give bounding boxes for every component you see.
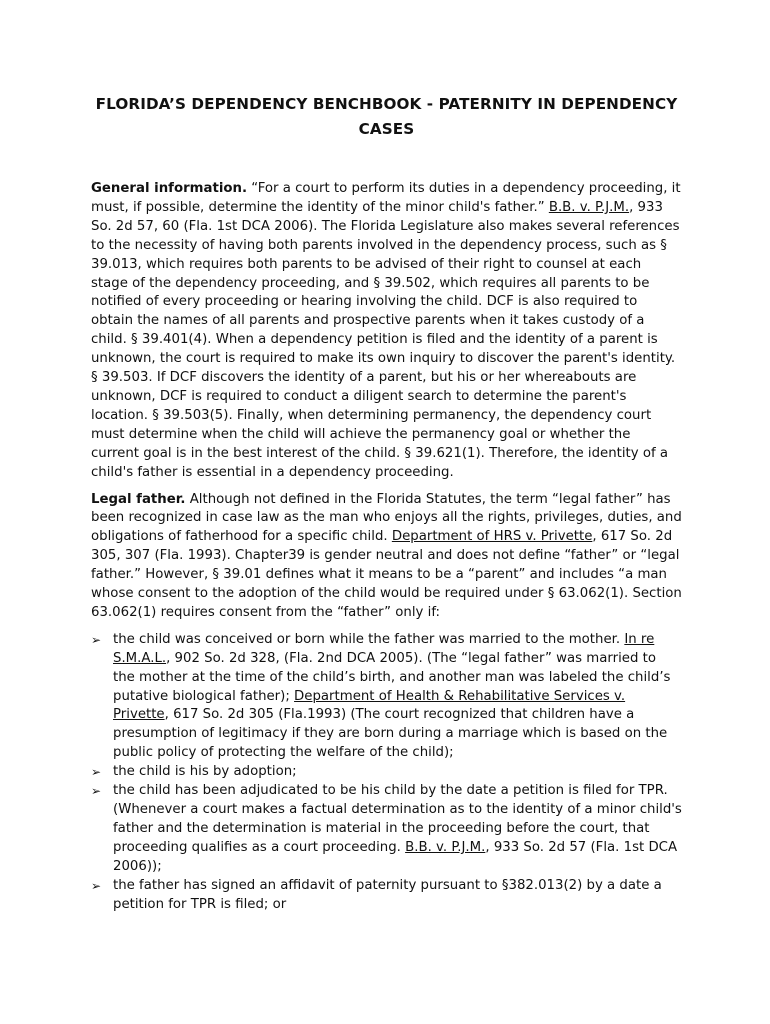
case-citation-link[interactable]: Department of Health & Rehabilitative Services v. Privette — [113, 688, 626, 723]
text-run: , 617 So. 2d 305 (Fla.1993) (The court recognized that children have a presumption of legitimacy if they are born during a marriage which is based on the public policy of protecting the welfare of the child); — [113, 707, 668, 761]
text-run: “For a court to perform its duties in a dependency proceeding, it must, if possible, determine the identity of the minor child's father.” — [91, 181, 681, 215]
text-run: Although not defined in the Florida Statutes, the term “legal father” has been recognized in case law as the man who enjoys all the rights, privileges, duties, and obligations of fatherhood for a specific child. — [91, 491, 682, 545]
text-run: , 933 So. 2d 57, 60 (Fla. 1st DCA 2006). The Florida Legislature also makes several references to the necessity of having both parents involved in the dependency process, such as § 39.013, which requires both parents to be advised of their right to counsel at each stage of the dependency proceeding, and § 39.502, which requires all parents to be notified of every proceeding or hearing involving the child. DCF is also required to obtain the names of all parents and prospective parents when it takes custody of a child. § 39.401(4). When a dependency petition is filed and the identity of a parent is unknown, the court is required to make its own inquiry to discover the parent's identity. § 39.503. If DCF discovers the identity of a parent, but his or her whereabouts are unknown, DCF is required to conduct a diligent search to determine the parent's location. § 39.503(5). Finally, when determining permanency, the dependency court must determine when the child will achieve the permanency goal or whether the current goal is in the best interest of the child. § 39.621(1). Therefore, the identity of a child's father is essential in a dependency proceeding. — [91, 199, 680, 480]
case-citation-link[interactable]: B.B. v. P.J.M. — [548, 199, 630, 215]
list-item — [91, 763, 682, 782]
case-citation-link[interactable]: In re S.M.A.L. — [113, 631, 655, 666]
arrowhead-bullet-icon: ➢ — [91, 632, 102, 647]
case-citation-link[interactable]: B.B. v. P.J.M. — [405, 839, 486, 855]
arrowhead-bullet-icon: ➢ — [91, 784, 102, 799]
arrowhead-bullet-icon: ➢ — [91, 878, 102, 893]
text-run: the child is his by adoption; — [113, 764, 297, 780]
text-run: the child was conceived or born while the father was married to the mother. — [113, 631, 625, 647]
general-information-heading: General information. — [91, 181, 248, 196]
general-information-paragraph — [91, 180, 682, 483]
text-run: , 902 So. 2d 328, (Fla. 2nd DCA 2005). (The “legal father” was married to the mother at the time of the child’s birth, and another man was labeled the child’s putative biological father); — [113, 650, 671, 704]
legal-father-paragraph — [91, 491, 682, 623]
page-title: FLORIDA’S DEPENDENCY BENCHBOOK - PATERNITY IN DEPENDENCY CASES — [95, 95, 678, 138]
case-citation-link[interactable]: Department of HRS v. Privette — [391, 529, 593, 545]
text-run: the child has been adjudicated to be his child by the date a petition is filed for TPR. (Whenever a court makes a factual determination as to the identity of a minor child's father and the determination is material in the proceeding before the court, that proceeding qualifies as a court proceeding. — [113, 783, 682, 855]
consent-conditions-list — [91, 631, 682, 915]
list-item — [91, 631, 682, 763]
text-run: , 617 So. 2d 305, 307 (Fla. 1993). Chapter39 is gender neutral and does not define “father” or “legal father.” However, § 39.01 defines what it means to be a “parent” and includes “a man whose consent to the adoption of the child would be required under § 63.062(1). Section 63.062(1) requires consent from the “father” only if: — [91, 529, 682, 620]
text-run: the father has signed an affidavit of paternity pursuant to §382.013(2) by a date a petition for TPR is filed; or — [113, 877, 662, 912]
text-run: , 933 So. 2d 57 (Fla. 1st DCA 2006)); — [113, 839, 678, 874]
list-item — [91, 782, 682, 877]
list-item — [91, 877, 682, 915]
arrowhead-bullet-icon: ➢ — [91, 765, 102, 780]
legal-father-heading: Legal father. — [91, 491, 186, 507]
